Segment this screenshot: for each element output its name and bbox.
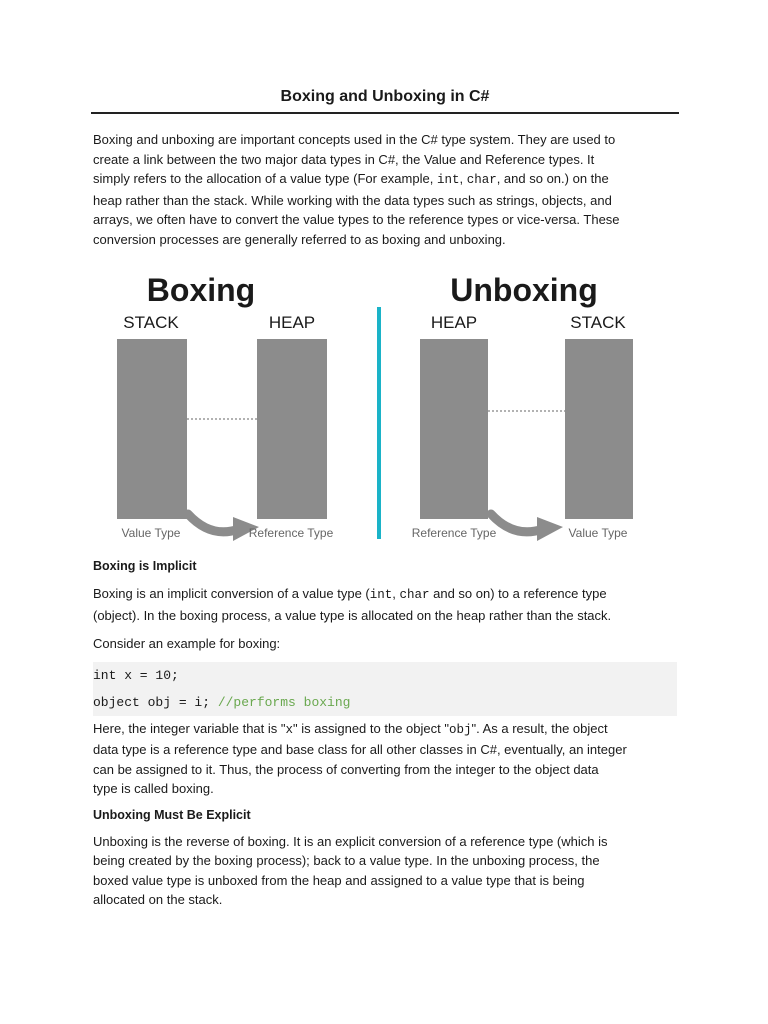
intro-text: , and so on.) on the <box>496 171 609 186</box>
intro-line: conversion processes are generally referred to as boxing and unboxing. <box>93 231 506 247</box>
text: data type is a reference type and base class for all other classes in C#, eventually, an integer <box>93 742 627 757</box>
boxing-stack-block <box>117 339 187 519</box>
unboxing-arrow-icon <box>491 514 543 532</box>
intro-line: create a link between the two major data types in C#, the Value and Reference types. It <box>93 151 595 167</box>
unboxing-reference-caption: Reference Type <box>411 526 497 540</box>
unboxing-stack-label: STACK <box>570 313 626 332</box>
intro-paragraph <box>93 130 677 249</box>
inline-code-char: char <box>466 173 497 187</box>
inline-code-obj: obj <box>448 722 472 737</box>
text: Unboxing is the reverse of boxing. It is an explicit conversion of a reference type (which is <box>93 833 608 849</box>
diagram-svg <box>93 271 677 549</box>
document-page <box>93 88 677 910</box>
text: , <box>392 586 400 601</box>
boxing-arrow-icon <box>188 514 239 532</box>
text: can be assigned to it. Thus, the process of converting from the integer to the object data <box>93 761 599 777</box>
intro-line: heap rather than the stack. While working with the data types such as strings, objects, and <box>93 192 612 208</box>
code-block <box>93 662 677 716</box>
document-title: Boxing and Unboxing in C# <box>91 88 679 114</box>
unboxing-heap-block <box>420 339 488 519</box>
code-line <box>93 689 677 716</box>
text: Boxing is an implicit conversion of a value type ( <box>93 586 370 601</box>
section-heading-boxing: Boxing is Implicit <box>93 559 197 573</box>
boxing-heap-label: HEAP <box>268 313 316 332</box>
intro-text: , <box>459 171 467 186</box>
text: allocated on the stack. <box>93 892 223 907</box>
code-line: int x = 10; <box>93 667 179 683</box>
section-heading-unboxing: Unboxing Must Be Explicit <box>93 807 251 822</box>
intro-line: arrays, we often have to convert the value types to the reference types or vice-versa. These <box>93 212 620 227</box>
intro-line: Boxing and unboxing are important concepts used in the C# type system. They are used to <box>93 132 616 147</box>
boxing-title: Boxing <box>146 272 256 308</box>
intro-line: simply refers to the allocation of a value type (For example, <box>93 171 437 186</box>
boxing-paragraph <box>93 584 677 625</box>
diagram-divider <box>377 307 381 539</box>
boxing-value-caption: Value Type <box>121 526 181 540</box>
unboxing-value-caption: Value Type <box>568 526 628 540</box>
code-text: object obj = i; <box>93 694 218 710</box>
inline-code-x: x <box>285 722 294 737</box>
inline-code-char: char <box>399 588 430 602</box>
unboxing-stack-block <box>565 339 633 519</box>
unboxing-paragraph <box>93 832 677 910</box>
text: type is called boxing. <box>93 781 214 796</box>
code-comment: //performs boxing <box>217 694 351 710</box>
inline-code-int: int <box>369 588 393 602</box>
text: Here, the integer variable that is " <box>93 720 286 736</box>
unboxing-arrowhead-icon <box>537 517 563 541</box>
text: ". As a result, the object <box>471 720 608 736</box>
text: being created by the boxing process); back to a value type. In the unboxing process, the <box>93 853 600 868</box>
text: boxed value type is unboxed from the heap and assigned to a value type that is being <box>93 872 585 888</box>
boxing-stack-label: STACK <box>123 313 179 332</box>
boxing-reference-caption: Reference Type <box>248 526 334 540</box>
text: (object). In the boxing process, a value type is allocated on the heap rather than the stack. <box>93 607 612 623</box>
unboxing-heap-label: HEAP <box>430 313 478 332</box>
text: " is assigned to the object " <box>293 720 449 736</box>
text: and so on) to a reference type <box>429 586 607 601</box>
inline-code-int: int <box>436 173 460 187</box>
boxing-unboxing-diagram <box>93 271 677 549</box>
unboxing-title: Unboxing <box>450 272 598 308</box>
boxing-explanation-paragraph <box>93 719 677 799</box>
boxing-example-intro: Consider an example for boxing: <box>93 636 281 651</box>
boxing-heap-block <box>257 339 327 519</box>
